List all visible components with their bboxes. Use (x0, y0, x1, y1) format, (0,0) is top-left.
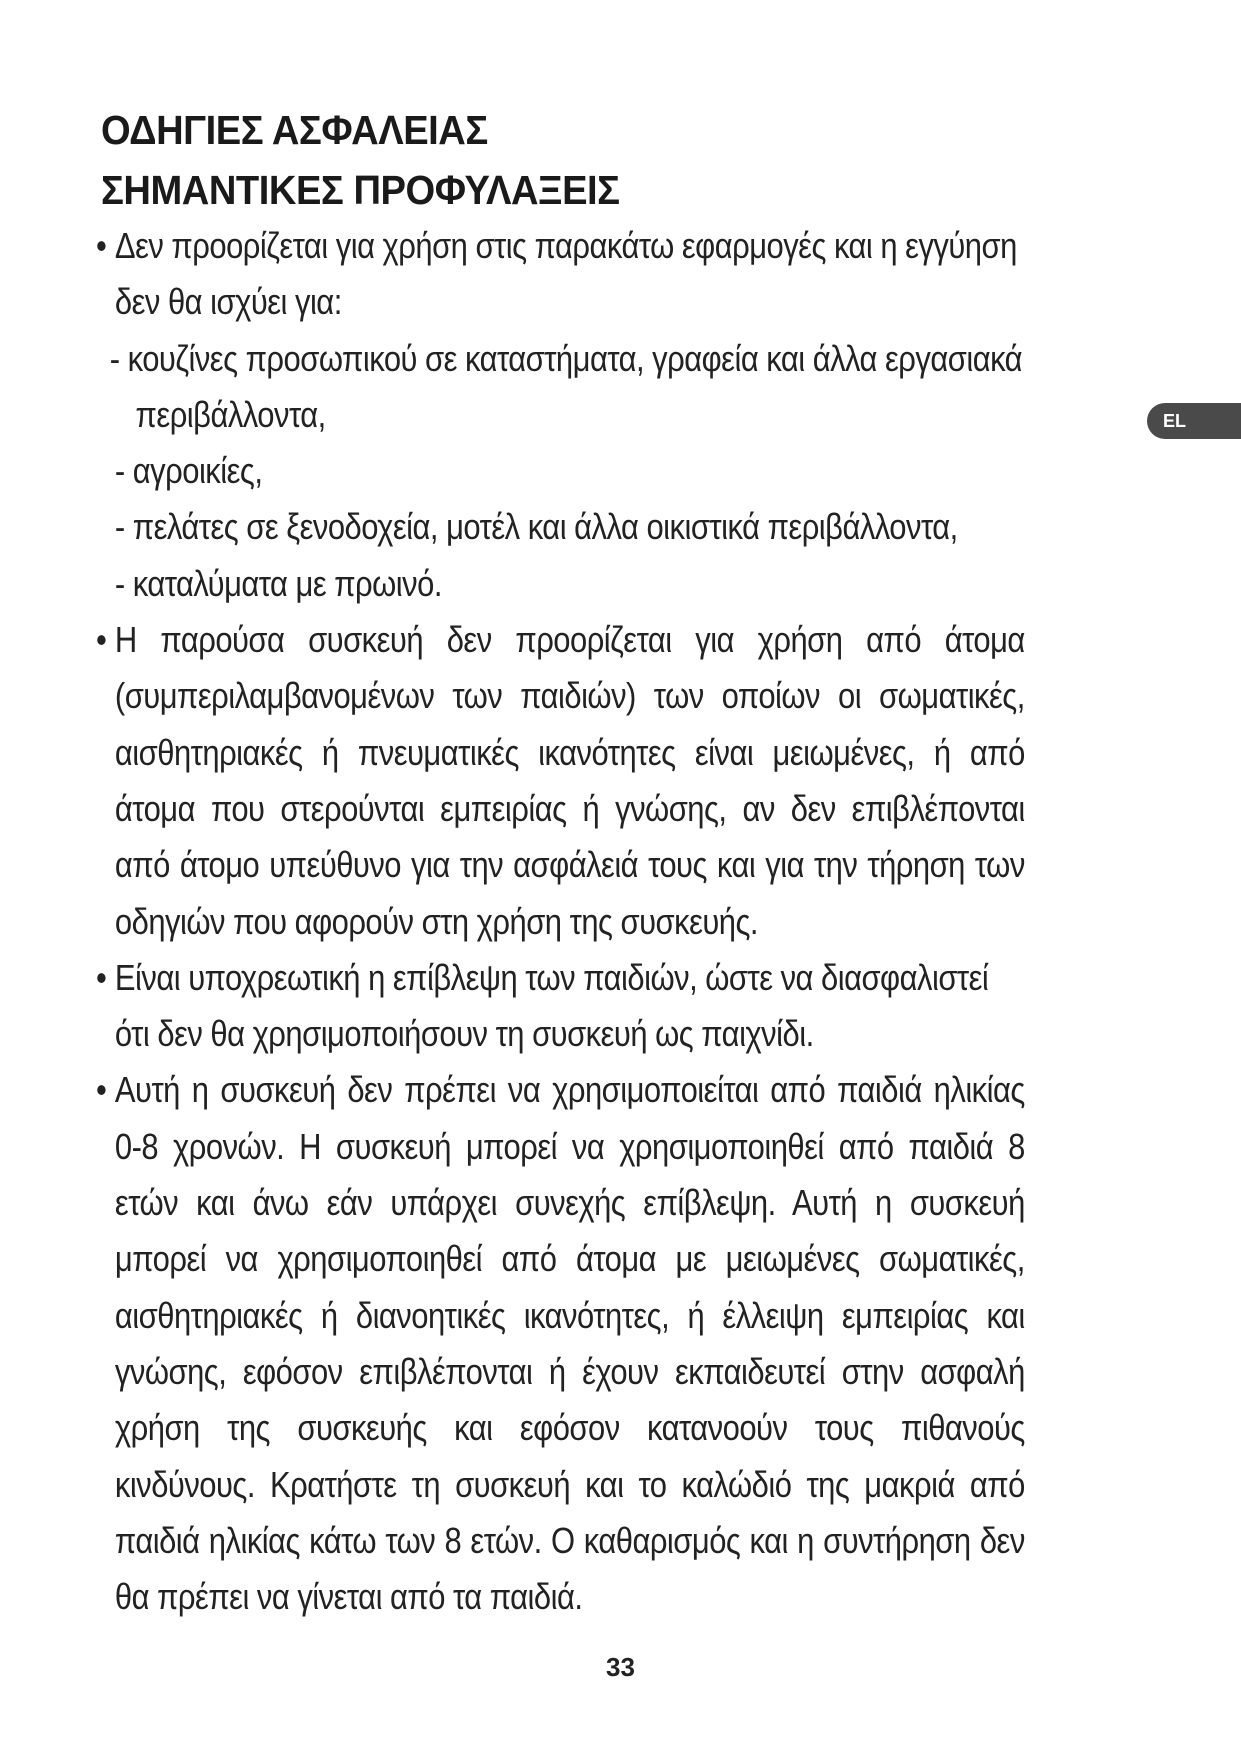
bullet-text: Είναι υποχρεωτική η επίβλεψη των παιδιών, ώστε να διασφαλιστεί ότι δεν θα χρησιμοποιήσουν τη συσκευή ως παιχνίδι. (114, 956, 989, 1055)
page-number: 33 (606, 1652, 635, 1682)
sub-item-hotel-clients: - πελάτες σε ξενοδοχεία, μοτέλ και άλλα οικιστικά περιβάλλοντα, (114, 506, 958, 548)
bullet-item-reduced-capabilities (96, 612, 1025, 950)
bullet-text: Αυτή η συσκευή δεν πρέπει να χρησιμοποιείται από παιδιά ηλικίας 0-8 χρονών. Η συσκευή μπορεί να χρησιμοποιηθεί από παιδιά 8 ετών και άνω εάν υπάρχει συνεχής επίβλεψη. Αυτή η συσκευή μπορεί να χρησιμοποιηθεί από άτομα με μειωμένες σωματικές, αισθητηριακές ή διανοητικές ικανότητες, ή έλλειψη εμπειρίας και γνώσης, εφόσον επιβλέπονται ή έχουν εκπαιδευτεί στην ασφαλή χρήση της συσκευής και εφόσον κατανοούν τους πιθανούς κινδύνους. Κρατήστε τη συσκευή και το καλώδιό της μακριά από παιδιά ηλικίας κάτω των 8 ετών. Ο καθαρισμός και η συντήρηση δεν θα πρέπει να γίνεται από τα παιδιά. (114, 1069, 1025, 1618)
section-title-important-precautions: ΣΗΜΑΝΤΙΚΕΣ ΠΡΟΦΥΛΑΞΕΙΣ (101, 167, 620, 213)
bullet-text: Δεν προορίζεται για χρήση στις παρακάτω εφαρμογές και η εγγύηση δεν θα ισχύει για: (114, 225, 1017, 323)
sub-item-staff-kitchens: - κουζίνες προσωπικού σε καταστήματα, γραφεία και άλλα εργασιακά περιβάλλοντα, (109, 337, 1023, 435)
bullet-item-children-supervision (96, 950, 1025, 1063)
bullet-item-children-age-limits (96, 1062, 1025, 1625)
section-title-safety-instructions: ΟΔΗΓΙΕΣ ΑΣΦΑΛΕΙΑΣ (101, 107, 488, 153)
bullet-mark: • (96, 956, 107, 998)
bullet-mark: • (96, 1069, 107, 1111)
bullet-mark: • (96, 225, 107, 266)
bullet-text: Η παρούσα συσκευή δεν προορίζεται για χρήση από άτομα (συμπεριλαμβανομένων των παιδιών) των οποίων οι σωματικές, αισθητηριακές ή πνευματικές ικανότητες είναι μειωμένες, ή από άτομα που στερούνται εμπειρίας ή γνώσης, αν δεν επιβλέπονται από άτομο υπεύθυνο για την ασφάλειά τους και για την τήρηση των οδηγιών που αφορούν στη χρήση της συσκευής. (114, 619, 1025, 942)
section-titles (101, 100, 620, 220)
sub-item-farm-houses: - αγροικίες, (114, 450, 263, 492)
language-tab: EL (1147, 403, 1241, 439)
safety-text-body (96, 218, 1025, 1625)
bullet-mark: • (96, 619, 107, 661)
bullet-item-not-intended-uses (96, 218, 1025, 331)
sub-item-bed-and-breakfast: - καταλύματα με πρωινό. (114, 562, 442, 604)
